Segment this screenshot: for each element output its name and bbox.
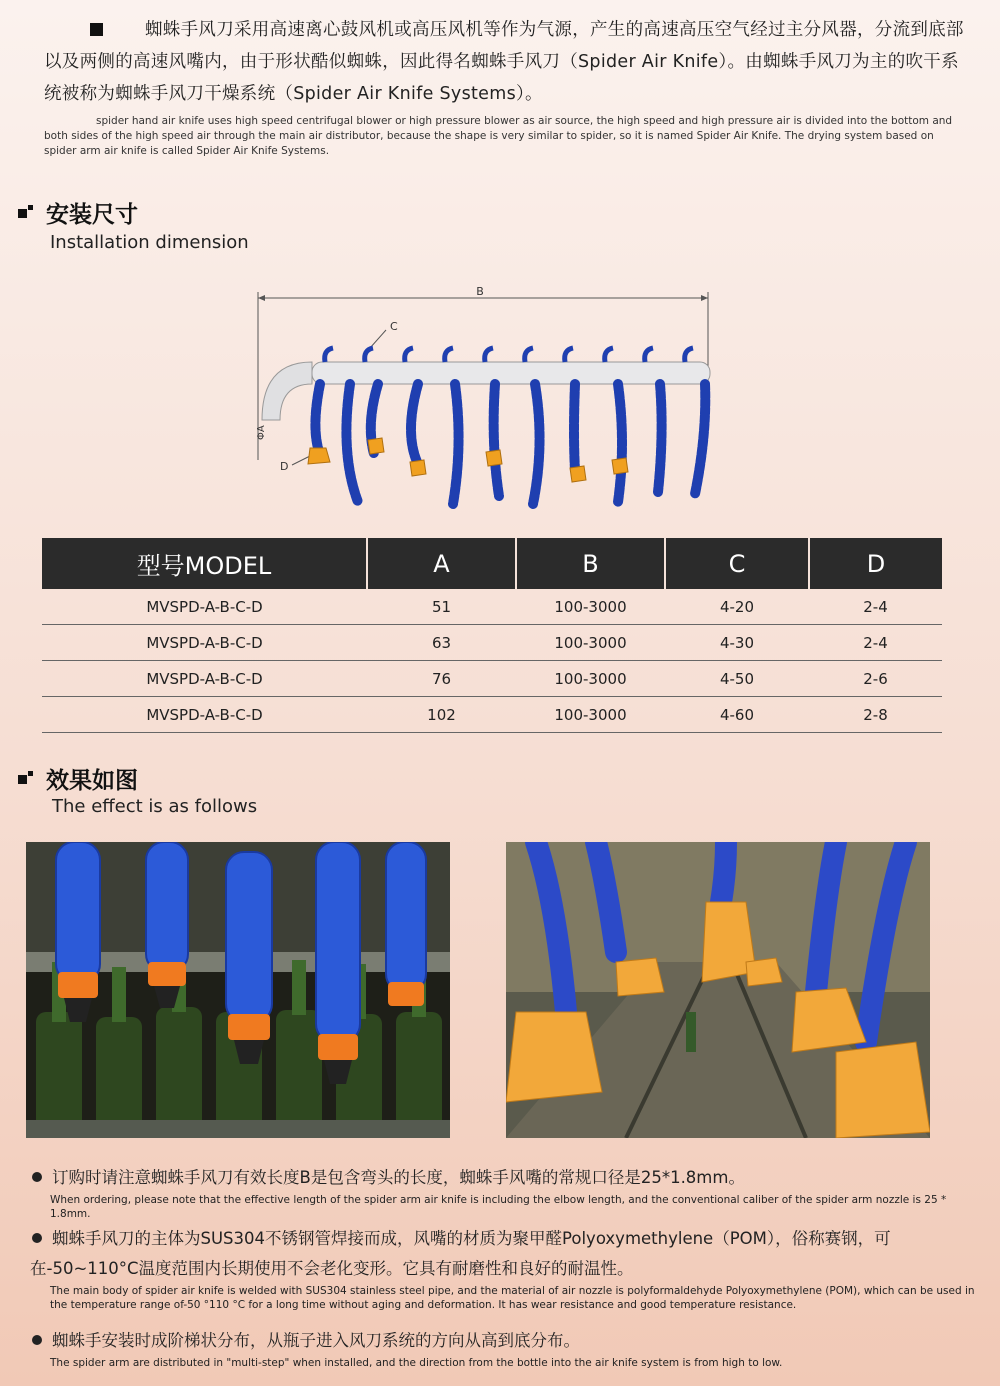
table-row bbox=[42, 697, 942, 733]
section-title-zh: 效果如图 bbox=[46, 768, 138, 794]
cell-a: 51 bbox=[367, 589, 516, 625]
cell-model: MVSPD-A-B-C-D bbox=[42, 589, 367, 625]
cell-b: 100-3000 bbox=[516, 625, 665, 661]
cell-model: MVSPD-A-B-C-D bbox=[42, 697, 367, 733]
cell-model: MVSPD-A-B-C-D bbox=[42, 625, 367, 661]
note-1 bbox=[30, 1163, 975, 1221]
cell-a: 63 bbox=[367, 625, 516, 661]
bottle-drying-photo bbox=[26, 842, 450, 1138]
cell-d: 2-6 bbox=[809, 661, 942, 697]
note-1-zh: 订购时请注意蜘蛛手风刀有效长度B是包含弯头的长度，蜘蛛手风嘴的常规口径是25*1.8mm。 bbox=[52, 1168, 745, 1187]
cell-b: 100-3000 bbox=[516, 661, 665, 697]
section-bullet-icon bbox=[18, 771, 34, 787]
spider-air-knife-diagram bbox=[250, 280, 720, 520]
intro-chinese-text: 蜘蛛手风刀采用高速离心鼓风机或高压风机等作为气源，产生的高速高压空气经过主分风器，分流到底部以及两侧的高速风嘴内，由于形状酷似蜘蛛，因此得名蜘蛛手风刀（Spider Air Knife）。由蜘蛛手风刀为主的吹干系统被称为蜘蛛手风刀干燥系统（Spider Air Knife Systems）。 bbox=[44, 20, 964, 104]
cell-b: 100-3000 bbox=[516, 589, 665, 625]
intro-english bbox=[44, 114, 964, 159]
section-bullet-icon bbox=[18, 205, 34, 221]
section-heading-installation bbox=[18, 196, 138, 229]
section-heading-effect bbox=[18, 762, 138, 795]
header-b: B bbox=[516, 538, 665, 589]
bullet-dot-icon bbox=[32, 1335, 42, 1345]
label-a: ΦA bbox=[256, 425, 267, 440]
header-d: D bbox=[809, 538, 942, 589]
label-d: D bbox=[280, 460, 289, 473]
bullet-dot-icon bbox=[32, 1172, 42, 1182]
main-pipe bbox=[312, 362, 710, 384]
label-c: C bbox=[390, 320, 398, 333]
section-title-en: The effect is as follows bbox=[52, 796, 258, 817]
cell-c: 4-30 bbox=[665, 625, 809, 661]
intro-english-text: spider hand air knife uses high speed centrifugal blower or high pressure blower as air source, the high speed and high pressure air is divided into the bottom and both sides of the high speed air through the main air distributor, because the shape is very similar to spider, so it is named Spider Air Knife. The drying system based on spider arm air knife is called Spider Air Knife Systems. bbox=[44, 115, 953, 157]
note-3-en: The spider arm are distributed in "multi-step" when installed, and the direction from the bottle into the air knife system is from high to low. bbox=[50, 1357, 783, 1369]
header-a: A bbox=[367, 538, 516, 589]
cell-c: 4-50 bbox=[665, 661, 809, 697]
production-line-photo bbox=[506, 842, 930, 1138]
table-row bbox=[42, 661, 942, 697]
bullet-dot-icon bbox=[32, 1233, 42, 1243]
model-spec-table bbox=[42, 538, 942, 733]
cell-c: 4-60 bbox=[665, 697, 809, 733]
section-title-zh: 安装尺寸 bbox=[46, 202, 138, 228]
header-model: 型号MODEL bbox=[42, 538, 367, 589]
intro-chinese bbox=[44, 14, 964, 110]
note-3-zh: 蜘蛛手安装时成阶梯状分布，从瓶子进入风刀系统的方向从高到底分布。 bbox=[52, 1331, 580, 1350]
cell-d: 2-4 bbox=[809, 625, 942, 661]
elbow-pipe bbox=[262, 362, 312, 420]
section-title-en: Installation dimension bbox=[50, 232, 249, 253]
note-2-zh: 蜘蛛手风刀的主体为SUS304不锈钢管焊接而成，风嘴的材质为聚甲醛Polyoxymethylene（POM），俗称赛钢，可在-50~110°C温度范围内长期使用不会老化变形。它具有耐磨性和良好的耐温性。 bbox=[30, 1229, 891, 1278]
table-header-row bbox=[42, 538, 942, 589]
header-c: C bbox=[665, 538, 809, 589]
cell-a: 102 bbox=[367, 697, 516, 733]
table-row bbox=[42, 625, 942, 661]
table-row bbox=[42, 589, 942, 625]
note-2-en: The main body of spider air knife is welded with SUS304 stainless steel pipe, and the material of air nozzle is polyformaldehyde Polyoxymethylene (POM), which can be used in the temperature range of-50 °110 °C for a long time without aging and deformation. It has wear resistance and good temperature resistance. bbox=[50, 1285, 975, 1311]
cell-d: 2-8 bbox=[809, 697, 942, 733]
cell-c: 4-20 bbox=[665, 589, 809, 625]
square-bullet-icon bbox=[90, 23, 103, 36]
note-1-en: When ordering, please note that the effective length of the spider arm air knife is including the elbow length, and the conventional caliber of the spider arm nozzle is 25 * 1.8mm. bbox=[50, 1194, 947, 1220]
cell-a: 76 bbox=[367, 661, 516, 697]
cell-model: MVSPD-A-B-C-D bbox=[42, 661, 367, 697]
note-3 bbox=[30, 1326, 975, 1370]
cell-d: 2-4 bbox=[809, 589, 942, 625]
label-b: B bbox=[476, 285, 484, 298]
cell-b: 100-3000 bbox=[516, 697, 665, 733]
note-2 bbox=[30, 1224, 975, 1312]
